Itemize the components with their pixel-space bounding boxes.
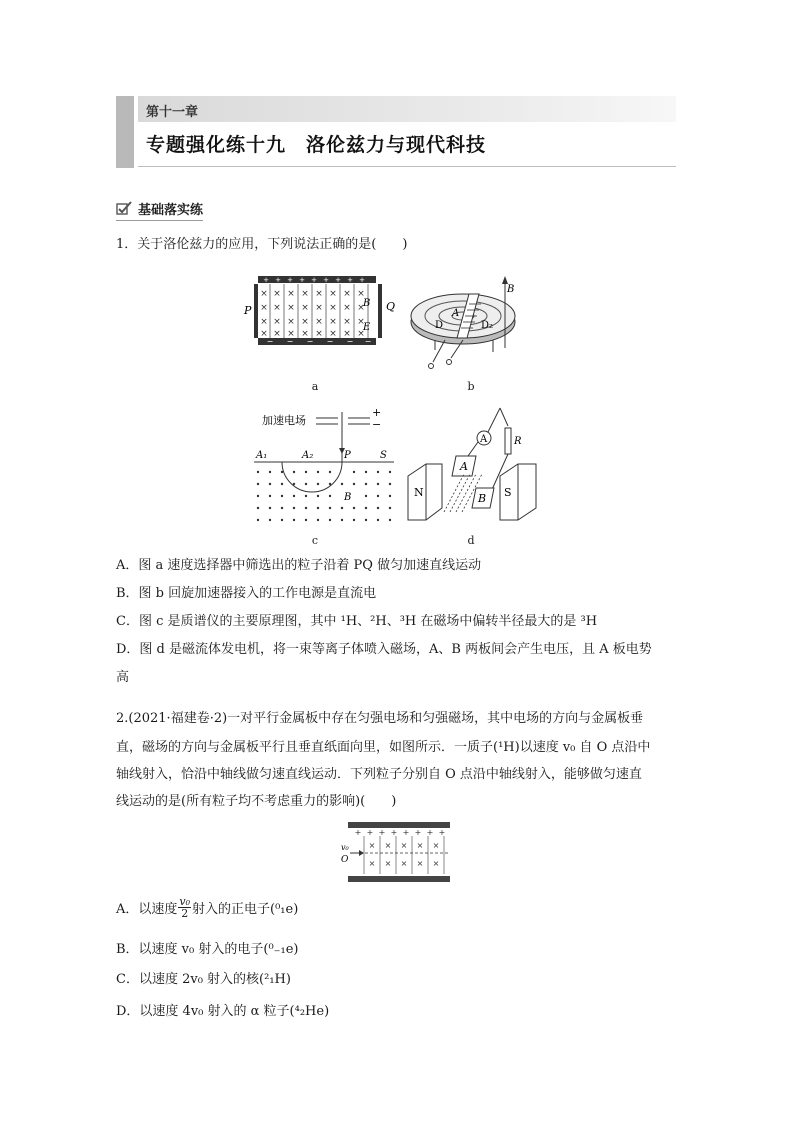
q1-option-a: A．图 a 速度选择器中筛选出的粒子沿着 PQ 做匀加速直线运动: [116, 558, 482, 573]
svg-text:×: ×: [357, 329, 365, 339]
svg-text:+: +: [287, 276, 293, 284]
svg-text:+: +: [426, 828, 434, 837]
svg-text:×: ×: [287, 289, 295, 299]
svg-text:×: ×: [287, 329, 295, 339]
svg-text:+: +: [359, 276, 365, 284]
label-B: B: [344, 492, 352, 503]
q1-option-b: B．图 b 回旋加速器接入的工作电源是直流电: [116, 586, 377, 601]
svg-text:×: ×: [315, 329, 323, 339]
svg-text:×: ×: [343, 317, 351, 327]
label-B: B: [363, 298, 371, 309]
q1-option-d-cont: 高: [116, 670, 130, 685]
label-A2: A₂: [302, 450, 314, 461]
label-P: P: [344, 450, 351, 461]
figure-d-caption: d: [467, 534, 475, 547]
svg-text:×: ×: [357, 317, 365, 327]
svg-text:−: −: [346, 337, 354, 346]
label-v0: v₀: [341, 843, 349, 852]
q1-option-d: D．图 d 是磁流体发电机，将一束等离子体喷入磁场，A、B 两板间会产生电压，且 A 板电势: [116, 642, 652, 657]
accel-field-label: 加速电场: [262, 414, 306, 427]
q2-stem-line1: 2.(2021·福建卷·2)一对平行金属板中存在匀强电场和匀强磁场，其中电场的方向与金属板垂: [116, 711, 644, 726]
label-P: P: [244, 304, 252, 317]
label-B: B: [478, 492, 487, 505]
q2-option-d: D．以速度 4v₀ 射入的 α 粒子(⁴₂He): [116, 1004, 330, 1019]
q1-stem: 1．关于洛伦兹力的应用，下列说法正确的是( ): [116, 237, 408, 252]
svg-text:×: ×: [329, 329, 337, 339]
svg-text:×: ×: [329, 317, 337, 327]
chapter-label: 第十一章: [146, 105, 199, 120]
svg-text:+: +: [390, 828, 398, 837]
svg-text:×: ×: [400, 859, 408, 868]
svg-text:×: ×: [343, 289, 351, 299]
section-label: 基础落实练: [138, 202, 204, 218]
q2-option-c: C．以速度 2v₀ 射入的核(²₁H): [116, 972, 291, 987]
label-E: E: [363, 322, 371, 333]
svg-text:+: +: [323, 276, 329, 284]
svg-text:×: ×: [329, 303, 337, 313]
svg-text:×: ×: [315, 289, 323, 299]
svg-text:−: −: [286, 337, 294, 346]
label-B: B: [507, 284, 515, 295]
svg-text:+: +: [275, 276, 281, 284]
label-A1: A₁: [256, 450, 268, 461]
label-A: A: [452, 308, 460, 319]
label-Q: Q: [386, 300, 396, 313]
svg-text:×: ×: [301, 289, 309, 299]
svg-text:×: ×: [384, 859, 392, 868]
svg-text:×: ×: [315, 317, 323, 327]
label-A: A: [460, 460, 468, 473]
svg-text:×: ×: [260, 289, 268, 299]
svg-text:×: ×: [416, 859, 424, 868]
check-box-icon: [116, 201, 132, 215]
label-S: S: [380, 450, 387, 461]
ammeter-label: A: [480, 434, 488, 445]
svg-text:×: ×: [343, 329, 351, 339]
svg-text:−: −: [266, 337, 274, 346]
chapter-header: [116, 96, 676, 192]
svg-text:+: +: [366, 828, 374, 837]
svg-text:×: ×: [301, 303, 309, 313]
plus-sign: +: [372, 406, 382, 419]
svg-text:×: ×: [273, 289, 281, 299]
q2-stem-line4: 线运动的是(所有粒子均不考虑重力的影响)( ): [116, 794, 397, 809]
svg-text:×: ×: [432, 859, 440, 868]
label-D1: D: [435, 320, 444, 331]
svg-text:×: ×: [287, 317, 295, 327]
svg-text:−: −: [306, 337, 314, 346]
svg-text:+: +: [438, 828, 446, 837]
q2-option-a-fraction: [178, 896, 191, 919]
fraction-numerator: v₀: [179, 895, 191, 908]
figure-c-mass-spectrometer: [252, 404, 396, 526]
svg-text:×: ×: [343, 303, 351, 313]
q2-option-b: B．以速度 v₀ 射入的电子(⁰₋₁e): [116, 942, 299, 957]
svg-text:+: +: [311, 276, 317, 284]
q2-stem-line2: 直，磁场的方向与金属板平行且垂直纸面向里，如图所示．一质子(¹H)以速度 v₀ 自 O 点沿中: [116, 740, 651, 755]
label-D2: D₂: [481, 320, 494, 331]
svg-text:×: ×: [416, 841, 424, 850]
svg-text:×: ×: [273, 303, 281, 313]
svg-text:+: +: [414, 828, 422, 837]
section-heading: [116, 198, 203, 221]
svg-text:×: ×: [432, 841, 440, 850]
svg-text:+: +: [347, 276, 353, 284]
label-N: N: [414, 486, 424, 499]
q2-option-a-suffix: 射入的正电子(⁰₁e): [192, 902, 299, 917]
header-divider: [138, 166, 676, 167]
header-band: [138, 96, 676, 122]
header-stripe: [116, 96, 134, 168]
svg-text:×: ×: [273, 329, 281, 339]
svg-text:×: ×: [273, 317, 281, 327]
svg-text:×: ×: [384, 841, 392, 850]
minus-sign: −: [372, 418, 382, 431]
label-S: S: [504, 486, 512, 499]
svg-text:×: ×: [301, 329, 309, 339]
q1-option-c: C．图 c 是质谱仪的主要原理图，其中 ¹H、²H、³H 在磁场中偏转半径最大的是 ³H: [116, 614, 598, 629]
svg-text:+: +: [354, 828, 362, 837]
svg-text:×: ×: [315, 303, 323, 313]
figure-d-mhd-generator: [404, 404, 544, 524]
svg-text:×: ×: [260, 329, 268, 339]
q2-stem-line3: 轴线射入，恰沿中轴线做匀速直线运动．下列粒子分别自 O 点沿中轴线射入，能够做匀速直: [116, 767, 642, 782]
svg-text:×: ×: [301, 317, 309, 327]
svg-text:×: ×: [287, 303, 295, 313]
svg-text:×: ×: [368, 859, 376, 868]
label-R: R: [514, 436, 522, 447]
svg-text:+: +: [335, 276, 341, 284]
lower-plate: [348, 876, 450, 882]
svg-text:×: ×: [368, 841, 376, 850]
fraction-denominator: 2: [181, 907, 189, 920]
figure-b-cyclotron: [405, 270, 535, 378]
svg-text:+: +: [378, 828, 386, 837]
svg-text:+: +: [263, 276, 269, 284]
page-title: 专题强化练十九 洛伦兹力与现代科技: [146, 134, 487, 156]
svg-text:×: ×: [357, 289, 365, 299]
svg-text:×: ×: [357, 303, 365, 313]
label-O: O: [341, 855, 349, 865]
svg-text:×: ×: [400, 841, 408, 850]
q2-option-a-prefix: A．以速度: [116, 902, 178, 917]
svg-text:+: +: [299, 276, 305, 284]
svg-text:−: −: [364, 337, 372, 346]
figure-b-caption: b: [467, 380, 475, 393]
svg-text:+: +: [402, 828, 410, 837]
bottom-plate: [258, 338, 376, 345]
svg-text:×: ×: [260, 303, 268, 313]
svg-text:−: −: [326, 337, 334, 346]
q2-figure-plates: [340, 820, 452, 886]
figure-a-velocity-selector: [240, 272, 400, 352]
svg-text:×: ×: [329, 289, 337, 299]
svg-text:×: ×: [260, 317, 268, 327]
figure-c-caption: c: [311, 534, 319, 547]
figure-a-caption: a: [311, 380, 319, 393]
upper-plate: [348, 822, 450, 828]
q2-option-a: [116, 896, 298, 919]
